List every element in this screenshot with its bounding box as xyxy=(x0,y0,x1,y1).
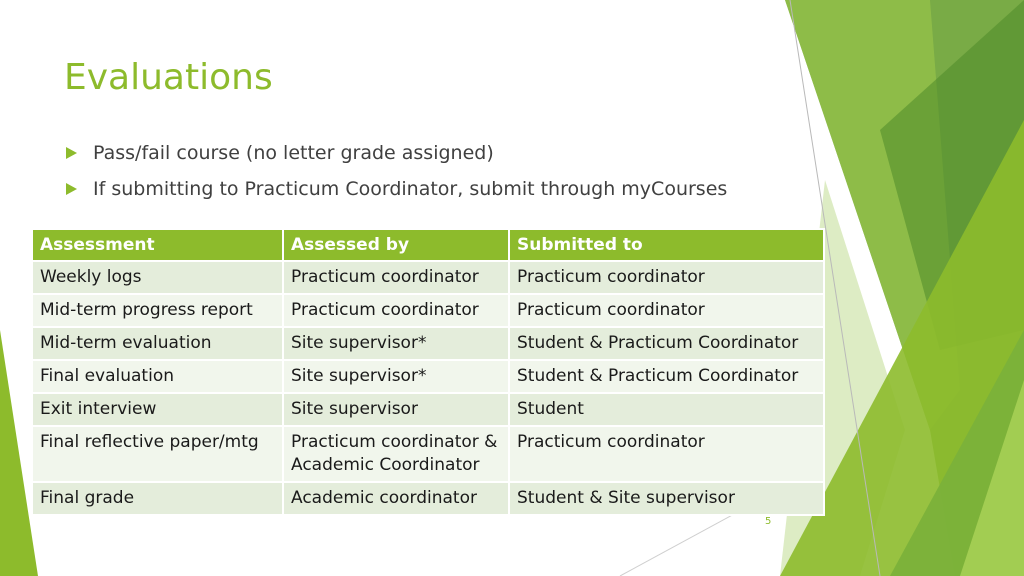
evaluation-table xyxy=(31,228,825,516)
slide-page-number: 5 xyxy=(765,516,772,527)
cell-assessed-by: Site supervisor* xyxy=(283,360,509,393)
cell-submitted-to: Practicum coordinator xyxy=(509,426,824,482)
table-row xyxy=(32,261,824,294)
table-row xyxy=(32,360,824,393)
cell-submitted-to: Practicum coordinator xyxy=(509,294,824,327)
triangle-bullet-icon xyxy=(66,183,77,195)
table-row xyxy=(32,327,824,360)
bullet-text: If submitting to Practicum Coordinator, submit through myCourses xyxy=(93,178,728,200)
bullet-item xyxy=(64,176,727,212)
cell-submitted-to: Practicum coordinator xyxy=(509,261,824,294)
header-assessed-by: Assessed by xyxy=(283,229,509,261)
cell-submitted-to: Student & Practicum Coordinator xyxy=(509,327,824,360)
cell-assessed-by: Site supervisor xyxy=(283,393,509,426)
cell-assessment: Final evaluation xyxy=(32,360,283,393)
cell-assessed-by: Practicum coordinator xyxy=(283,261,509,294)
header-assessment: Assessment xyxy=(32,229,283,261)
table-row xyxy=(32,426,824,482)
triangle-bullet-icon xyxy=(66,147,77,159)
table-header-row xyxy=(32,229,824,261)
cell-assessed-by: Practicum coordinator & Academic Coordinator xyxy=(283,426,509,482)
cell-assessment: Weekly logs xyxy=(32,261,283,294)
cell-assessment: Final grade xyxy=(32,482,283,515)
cell-assessed-by: Academic coordinator xyxy=(283,482,509,515)
table-row xyxy=(32,393,824,426)
cell-submitted-to: Student & Practicum Coordinator xyxy=(509,360,824,393)
bullet-item xyxy=(64,140,727,176)
cell-assessment: Mid-term progress report xyxy=(32,294,283,327)
slide-title: Evaluations xyxy=(64,57,273,98)
table-row xyxy=(32,482,824,515)
cell-assessment: Exit interview xyxy=(32,393,283,426)
cell-submitted-to: Student xyxy=(509,393,824,426)
cell-assessed-by: Practicum coordinator xyxy=(283,294,509,327)
cell-assessment: Final reflective paper/mtg xyxy=(32,426,283,482)
bullet-text: Pass/fail course (no letter grade assigned) xyxy=(93,142,494,164)
table-row xyxy=(32,294,824,327)
cell-submitted-to: Student & Site supervisor xyxy=(509,482,824,515)
bullet-list xyxy=(64,140,727,212)
cell-assessment: Mid-term evaluation xyxy=(32,327,283,360)
header-submitted-to: Submitted to xyxy=(509,229,824,261)
cell-assessed-by: Site supervisor* xyxy=(283,327,509,360)
